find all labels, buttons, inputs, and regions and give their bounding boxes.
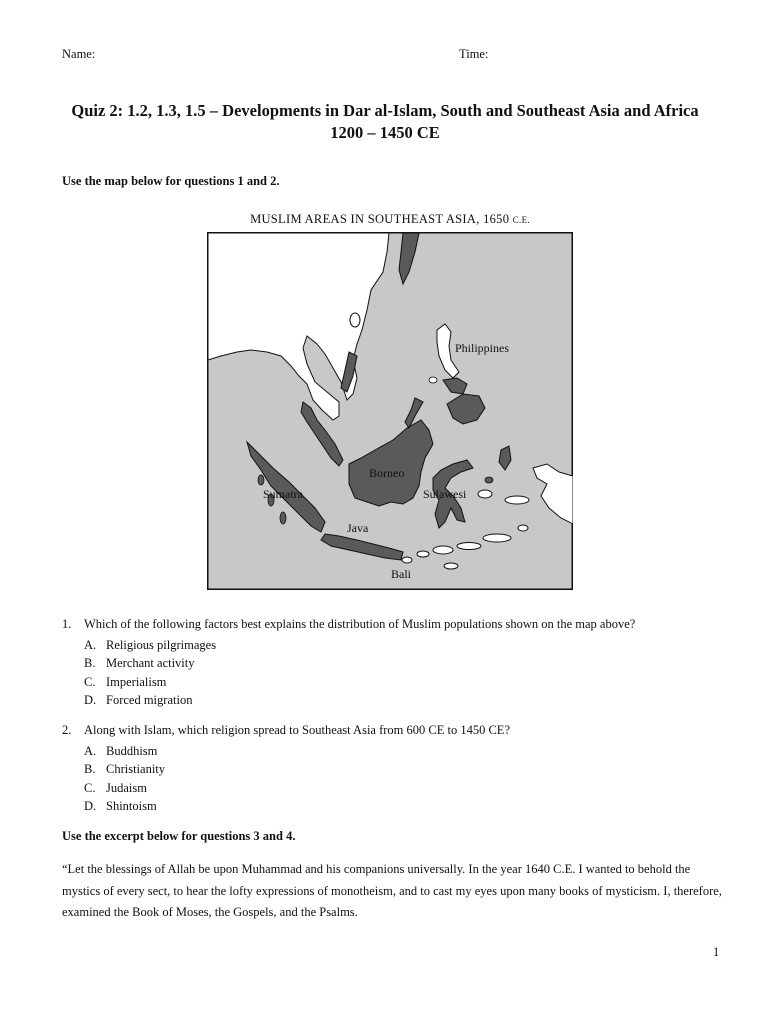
seram-island xyxy=(505,496,529,504)
option-letter: B. xyxy=(84,656,96,671)
question-2 xyxy=(62,721,510,816)
answer-option xyxy=(84,760,510,779)
question-text: Which of the following factors best explains the distribution of Muslim populations shown on the map above? xyxy=(84,617,636,631)
option-letter: A. xyxy=(84,637,97,652)
label-sumatra: Sumatra xyxy=(263,487,303,501)
question-number: 2. xyxy=(62,723,72,737)
answer-option xyxy=(84,797,510,816)
option-text: Buddhism xyxy=(106,743,158,758)
answer-options xyxy=(84,742,510,816)
option-text: Judaism xyxy=(106,780,147,795)
map-title-text: MUSLIM AREAS IN SOUTHEAST ASIA, 1650 xyxy=(250,212,510,226)
page-number: 1 xyxy=(713,945,720,959)
sumbawa-island xyxy=(433,546,453,554)
moluccas-islet-1 xyxy=(485,477,493,483)
eastern-islet xyxy=(518,525,528,531)
option-text: Shintoism xyxy=(106,799,157,814)
answer-option xyxy=(84,691,635,710)
sumba-island xyxy=(444,563,458,569)
bali-island xyxy=(402,557,412,563)
name-label: Name: xyxy=(62,47,96,61)
map-title xyxy=(207,212,573,227)
label-java: Java xyxy=(347,521,369,535)
philippine-islet xyxy=(429,377,437,383)
option-letter: A. xyxy=(84,743,97,758)
label-philippines: Philippines xyxy=(455,341,510,355)
buru-island xyxy=(478,490,492,498)
excerpt-instructions: Use the excerpt below for questions 3 and 4. xyxy=(62,829,296,843)
option-text: Christianity xyxy=(106,762,166,777)
option-letter: C. xyxy=(84,674,96,689)
option-text: Imperialism xyxy=(106,674,167,689)
question-1 xyxy=(62,615,635,710)
option-letter: D. xyxy=(84,799,97,814)
answer-option xyxy=(84,654,635,673)
lombok-island xyxy=(417,551,429,557)
hainan-island xyxy=(350,313,360,327)
label-bali: Bali xyxy=(391,567,411,581)
sumatra-islet-1 xyxy=(258,475,264,485)
excerpt-text: “Let the blessings of Allah be upon Muhammad and his companions universally. In the year 1640 C.E. I wanted to behold the mystics of every sect, to hear the lofty expressions of monotheism, and to cast my eyes upon many books of mysticism. I, therefore, examined the Book of Moses, the Gospels, and the Psalms. xyxy=(62,862,722,919)
option-text: Merchant activity xyxy=(106,656,195,671)
southeast-asia-map xyxy=(207,232,573,590)
time-label: Time: xyxy=(459,47,489,61)
question-text: Along with Islam, which religion spread to Southeast Asia from 600 CE to 1450 CE? xyxy=(84,723,510,737)
label-borneo: Borneo xyxy=(369,466,405,480)
map-instructions: Use the map below for questions 1 and 2. xyxy=(62,174,280,188)
option-text: Forced migration xyxy=(106,693,193,708)
timor-island xyxy=(483,534,511,542)
option-letter: B. xyxy=(84,762,96,777)
option-letter: C. xyxy=(84,780,96,795)
label-sulawesi: Sulawesi xyxy=(423,487,467,501)
map-title-suffix: C.E. xyxy=(512,215,530,225)
option-text: Religious pilgrimages xyxy=(106,637,217,652)
answer-option xyxy=(84,636,635,655)
answer-option xyxy=(84,742,510,761)
sumatra-islet-3 xyxy=(280,512,286,524)
option-letter: D. xyxy=(84,693,97,708)
answer-options xyxy=(84,636,635,710)
flores-island xyxy=(457,543,481,550)
answer-option xyxy=(84,673,635,692)
question-number: 1. xyxy=(62,617,72,631)
quiz-title: Quiz 2: 1.2, 1.3, 1.5 – Developments in Dar al-Islam, South and Southeast Asia and Africa 1200 – 1450 CE xyxy=(71,101,699,142)
answer-option xyxy=(84,779,510,798)
